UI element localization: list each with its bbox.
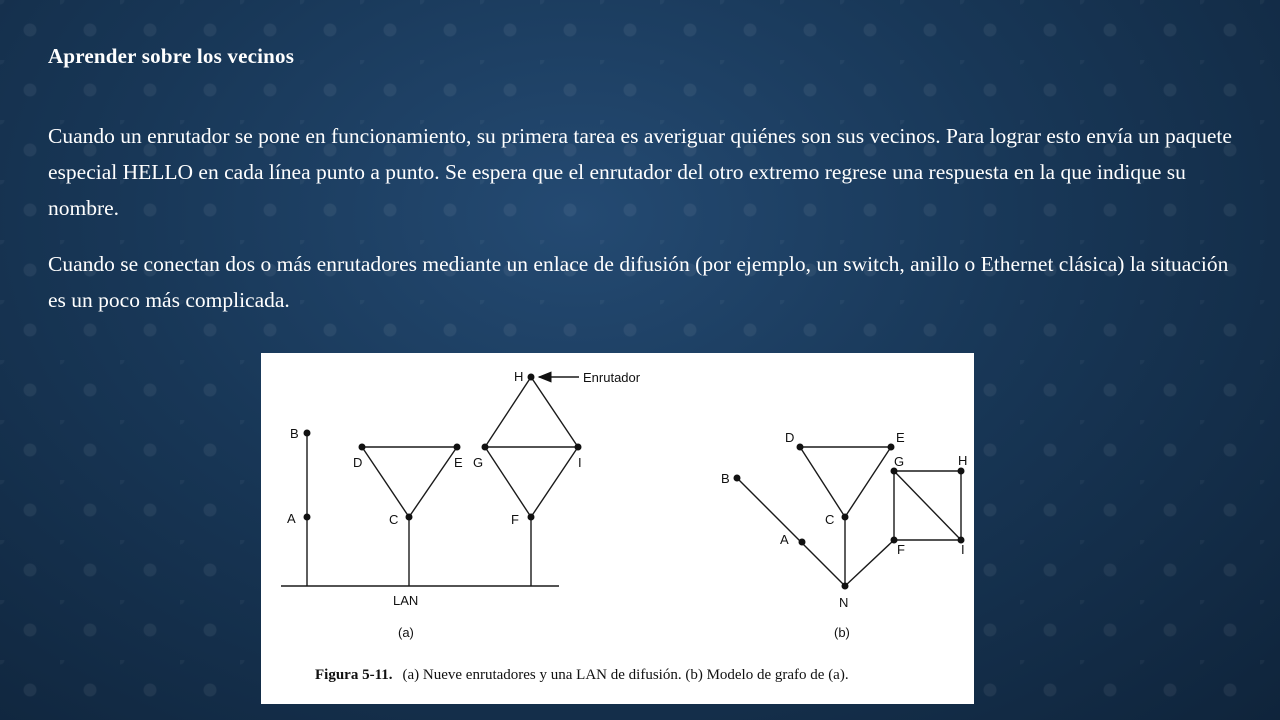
node-i-dot bbox=[575, 444, 582, 451]
label-a-c: C bbox=[389, 512, 399, 527]
node-b-b-dot bbox=[734, 475, 741, 482]
label-b-i: I bbox=[961, 542, 965, 557]
panel-a-label: (a) bbox=[398, 625, 414, 640]
router-callout-label: Enrutador bbox=[583, 370, 641, 385]
node-a-dot bbox=[304, 514, 311, 521]
paragraph-hello: Cuando un enrutador se pone en funcionamiento, su primera tarea es averiguar quiénes son sus vecinos. Para lograr esto envía un paquete especial HELLO en cada línea punto a punto. Se espera que el enrutador del otro extremo regrese una respuesta en la que indique su nombre. bbox=[48, 124, 1232, 220]
figure-diagram bbox=[261, 353, 974, 704]
node-e-dot bbox=[454, 444, 461, 451]
node-b-d-dot bbox=[797, 444, 804, 451]
node-h-dot bbox=[528, 374, 535, 381]
panel-a bbox=[281, 369, 641, 640]
lan-label: LAN bbox=[393, 593, 419, 608]
node-b-dot bbox=[304, 430, 311, 437]
caption-number: Figura 5-11. bbox=[315, 667, 393, 683]
node-b-h-dot bbox=[958, 468, 965, 475]
label-b-d: D bbox=[785, 430, 795, 445]
label-a-g: G bbox=[473, 455, 484, 470]
edge-g-i-b bbox=[894, 471, 961, 540]
caption-text: (a) Nueve enrutadores y una LAN de difusión. (b) Modelo de grafo de (a). bbox=[402, 667, 849, 683]
slide-heading: Aprender sobre los vecinos bbox=[48, 44, 295, 68]
label-b-a: A bbox=[780, 532, 789, 547]
node-b-c-dot bbox=[842, 514, 849, 521]
label-a-h: H bbox=[514, 369, 524, 384]
edge-d-c-b bbox=[800, 447, 845, 517]
label-a-b: B bbox=[290, 426, 299, 441]
node-d-dot bbox=[359, 444, 366, 451]
panel-b bbox=[721, 430, 967, 640]
label-a-d: D bbox=[353, 455, 363, 470]
label-a-i: I bbox=[578, 455, 582, 470]
node-b-e-dot bbox=[888, 444, 895, 451]
edge-n-f-b bbox=[845, 540, 894, 586]
label-a-a: A bbox=[287, 511, 296, 526]
edge-i-f bbox=[531, 447, 578, 517]
label-b-f: F bbox=[897, 542, 905, 557]
label-a-e: E bbox=[454, 455, 463, 470]
label-b-h: H bbox=[958, 453, 968, 468]
paragraph-broadcast: Cuando se conectan dos o más enrutadores mediante un enlace de difusión (por ejemplo, un switch, anillo o Ethernet clásica) la situación es un poco más complicada. bbox=[48, 252, 1229, 312]
figure-caption bbox=[315, 666, 849, 683]
label-b-c: C bbox=[825, 512, 835, 527]
node-g-dot bbox=[482, 444, 489, 451]
label-b-e: E bbox=[896, 430, 905, 445]
edge-h-g bbox=[485, 377, 531, 447]
label-a-f: F bbox=[511, 512, 519, 527]
network-figure bbox=[261, 353, 974, 704]
label-b-b: B bbox=[721, 471, 730, 486]
label-b-n: N bbox=[839, 595, 849, 610]
edge-g-f bbox=[485, 447, 531, 517]
edge-d-c bbox=[362, 447, 409, 517]
node-f-dot bbox=[528, 514, 535, 521]
panel-b-label: (b) bbox=[834, 625, 850, 640]
node-b-a-dot bbox=[799, 539, 806, 546]
node-b-n-dot bbox=[842, 583, 849, 590]
edge-e-c-b bbox=[845, 447, 891, 517]
node-c-dot bbox=[406, 514, 413, 521]
edge-b-n-b bbox=[737, 478, 845, 586]
edge-h-i bbox=[531, 377, 578, 447]
edge-e-c bbox=[409, 447, 457, 517]
label-b-g: G bbox=[894, 454, 905, 469]
